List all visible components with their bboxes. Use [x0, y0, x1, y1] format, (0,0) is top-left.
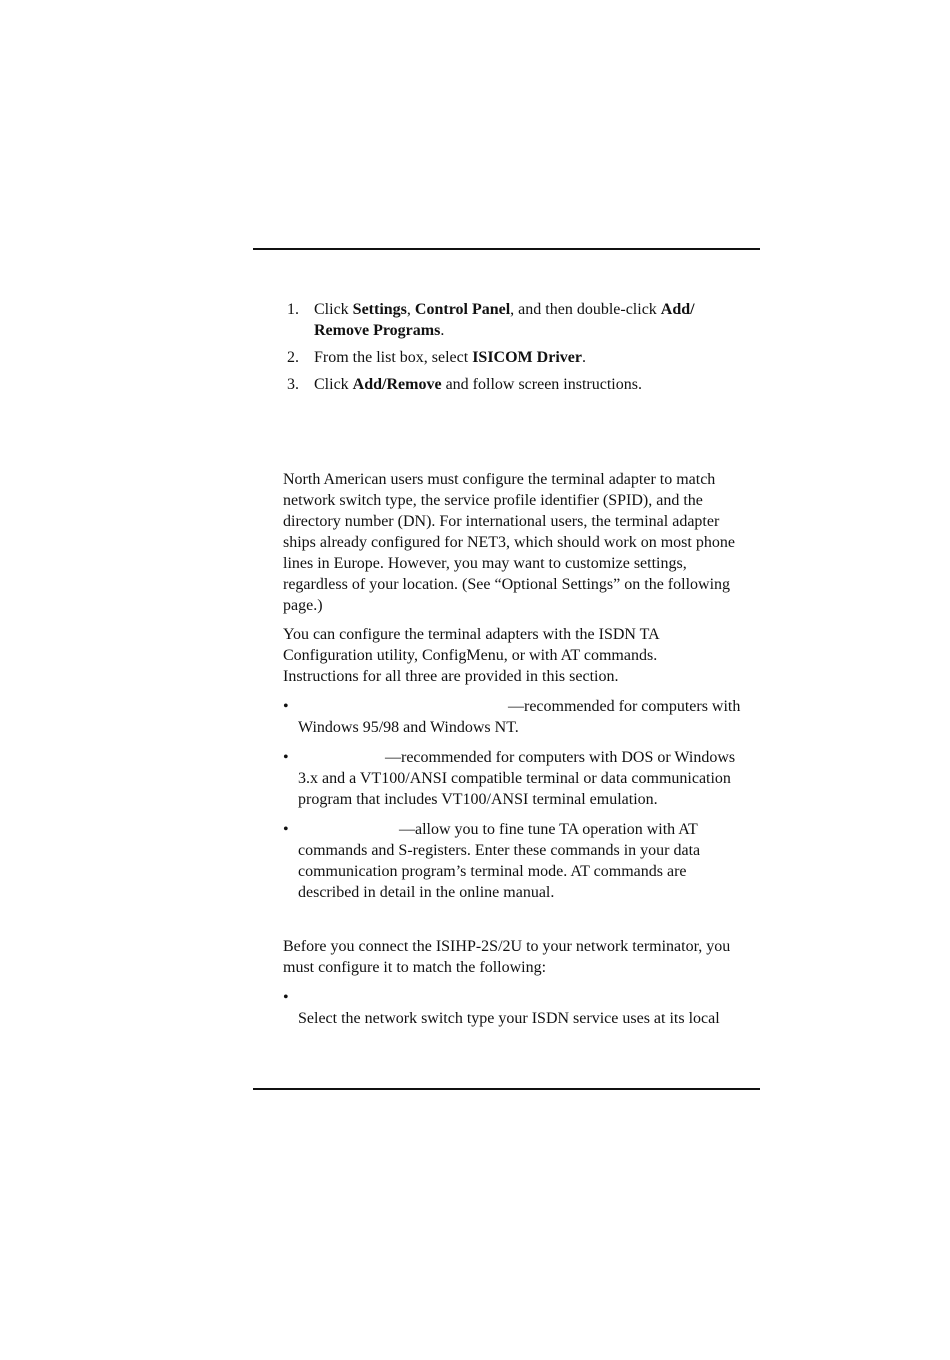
bullet-item — [283, 747, 759, 810]
step-bold-text: Add/Remove — [352, 376, 442, 393]
paragraph-configuration-intro — [283, 469, 759, 616]
text-line: communication program’s terminal mode. AT commands are — [298, 863, 687, 880]
step-text: , and then double-click — [510, 301, 661, 318]
bullet-item — [283, 696, 759, 738]
text-line: Select the network switch type your ISDN service uses at its local — [298, 1010, 720, 1027]
text-line: commands and S-registers. Enter these commands in your data — [298, 842, 701, 859]
step-text: . — [581, 349, 586, 366]
text-line: Configuration utility, ConfigMenu, or with AT commands. — [283, 647, 658, 664]
text-line — [283, 987, 759, 1008]
text-line: You can configure the terminal adapters with the ISDN TA — [283, 626, 660, 643]
step-text: Click — [314, 301, 353, 318]
text-line: North American users must configure the terminal adapter to match — [283, 471, 716, 488]
step-text: and follow screen instructions. — [441, 376, 642, 393]
step-number: 3. — [287, 376, 299, 393]
text-line: directory number (DN). For international users, the terminal adapter — [283, 513, 720, 530]
step-number: 1. — [287, 301, 299, 318]
step-item — [287, 374, 763, 395]
step-bold-text: Settings — [352, 301, 407, 318]
step-item — [287, 347, 763, 368]
text-line: ships already configured for NET3, which should work on most phone — [283, 534, 735, 551]
header-rule — [253, 248, 760, 250]
step-text: Click — [314, 376, 353, 393]
step-text: . — [440, 322, 445, 339]
bullet-icon: • — [283, 821, 289, 838]
text-line: lines in Europe. However, you may want to customize settings, — [283, 555, 687, 572]
step-list — [283, 299, 759, 395]
text-line: —allow you to fine tune TA operation with AT — [399, 821, 698, 838]
text-line: must configure it to match the following: — [283, 959, 547, 976]
bullet-icon: • — [283, 989, 289, 1006]
bullet-item — [283, 819, 759, 903]
text-line: program that includes VT100/ANSI terminal emulation. — [298, 791, 658, 808]
bullet-icon: • — [283, 749, 289, 766]
bullet-item — [283, 987, 759, 1029]
text-line: Before you connect the ISIHP-2S/2U to your network terminator, you — [283, 938, 731, 955]
text-line: Instructions for all three are provided in this section. — [283, 668, 619, 685]
footer-rule — [253, 1088, 760, 1090]
text-line: network switch type, the service profile identifier (SPID), and the — [283, 492, 703, 509]
step-bold-text: Add/ — [660, 301, 695, 318]
text-line: regardless of your location. (See “Optional Settings” on the following — [283, 576, 731, 593]
step-item — [287, 299, 763, 341]
text-line: Windows 95/98 and Windows NT. — [298, 719, 519, 736]
text-line: page.) — [283, 597, 323, 614]
text-line: described in detail in the online manual. — [298, 884, 555, 901]
text-line: 3.x and a VT100/ANSI compatible terminal or data communication — [298, 770, 731, 787]
paragraph-configuration-methods — [283, 624, 759, 687]
paragraph-before-connect — [283, 936, 759, 978]
step-bold-text: ISICOM Driver — [472, 349, 582, 366]
text-line: —recommended for computers with — [508, 698, 741, 715]
text-line: —recommended for computers with DOS or Windows — [385, 749, 736, 766]
step-bold-text: Control Panel — [414, 301, 511, 318]
step-bold-text: Remove Programs — [314, 322, 441, 339]
step-number: 2. — [287, 349, 299, 366]
step-text: From the list box, select — [314, 349, 473, 366]
bullet-icon: • — [283, 698, 289, 715]
step-text: , — [406, 301, 415, 318]
